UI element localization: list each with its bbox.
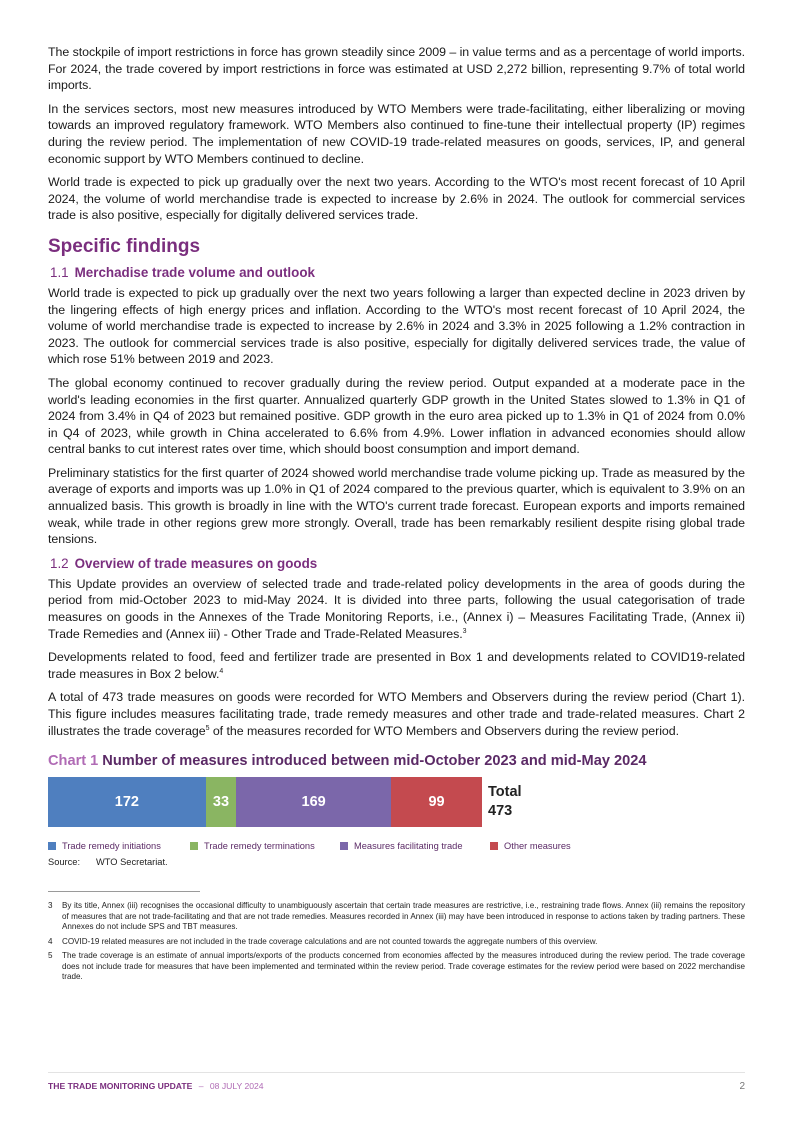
intro-paragraph: The stockpile of import restrictions in force has grown steadily since 2009 – in value terms and as a percentage of world imports. For 2024, the trade covered by import restrictions in force was estimated at USD 2,272 billion, representing 9.7% of total world imports. xyxy=(48,45,745,93)
paragraph-text: A total of 473 trade measures on goods were recorded for WTO Members and Observers during the review period (Chart 1). This figure includes measures facilitating trade, trade remedy measures and other trade and trade-related measures. Chart 2 illustrates the trade coverage xyxy=(48,690,745,738)
subsection-heading-1-1 xyxy=(50,264,745,281)
bar-segment xyxy=(391,777,482,827)
footer-left xyxy=(48,1081,264,1092)
legend-swatch xyxy=(340,842,348,850)
page-content xyxy=(48,44,745,987)
footnote-number: 3 xyxy=(48,901,53,911)
total-value: 473 xyxy=(488,803,513,820)
footnote-number: 5 xyxy=(48,951,53,961)
legend-item xyxy=(190,841,340,851)
source-text: WTO Secretariat. xyxy=(96,857,168,868)
legend-swatch xyxy=(48,842,56,850)
bar-segment-label: 169 xyxy=(301,794,326,811)
section-heading: Specific findings xyxy=(48,235,201,257)
footnote xyxy=(48,951,745,983)
footnote xyxy=(48,901,745,933)
footer-separator: – xyxy=(198,1081,204,1091)
bar-segment-label: 99 xyxy=(428,794,445,811)
chart-bar-row xyxy=(48,777,745,827)
intro-paragraph: In the services sectors, most new measures introduced by WTO Members were trade-facilitating, either liberalizing or moving towards an improved regulatory framework. WTO Members also continued to fine-tune their intellectual property (IP) regimes during the review period. The implementation of new COVID-19 trade-related measures on goods, services, IP, and general economic support by WTO Members continued to decline. xyxy=(48,101,745,166)
body-paragraph: World trade is expected to pick up gradually over the next two years following a larger than expected decline in 2023 driven by the lingering effects of high energy prices and inflation. According to the WTO's most recent forecast of 10 April 2024, the volume of world merchandise trade is expected to increase by 2.6% in 2024 and 3.3% in 2025 following a 1.2% contraction in 2023. The outlook for commercial services trade is also positive, especially for digitally delivered services trade, the value of which rose 51% between 2019 and 2023. xyxy=(48,285,745,367)
chart-title xyxy=(48,753,745,769)
paragraph-text: of the measures recorded for WTO Members and Observers during the review period. xyxy=(209,723,679,738)
stacked-bar xyxy=(48,777,482,827)
legend-swatch xyxy=(190,842,198,850)
legend-label: Trade remedy initiations xyxy=(62,841,161,852)
footnote xyxy=(48,937,745,948)
subsection-number: 1.2 xyxy=(50,555,69,571)
chart-label: Chart 1 xyxy=(48,753,99,770)
subsection-number: 1.1 xyxy=(50,264,69,280)
bar-segment xyxy=(206,777,236,827)
footnote-text: The trade coverage is an estimate of annual imports/exports of the products concerned from economies affected by the measures introduced during the review period. The trade coverage does not include trade for measures that have been implemented and terminated within the review period. Trade coverage estimates for the review period were based on 2022 merchandise trade. xyxy=(62,951,745,982)
footnote-ref: 5 xyxy=(205,724,210,732)
body-paragraph xyxy=(48,576,745,642)
body-paragraph xyxy=(48,689,745,739)
legend-label: Trade remedy terminations xyxy=(204,841,315,852)
body-paragraph: Preliminary statistics for the first quarter of 2024 showed world merchandise trade volume picking up. Trade as measured by the average of exports and imports was up 1.0% in Q1 of 2024 compared to the previous quarter, which is equivalent to 3.9% on an annualized basis. This growth is broadly in line with the WTO's current trade forecast. European exports and imports remained weak, while trade in other regions grew more strongly. Overall, trade has been remarkably resilient despite rising global trade tensions. xyxy=(48,465,745,547)
footnote-ref: 4 xyxy=(219,667,224,675)
legend-label: Other measures xyxy=(504,841,571,852)
chart-total xyxy=(488,783,522,821)
legend-swatch xyxy=(490,842,498,850)
footer-title: THE TRADE MONITORING UPDATE xyxy=(48,1081,193,1091)
body-paragraph xyxy=(48,649,745,682)
page-number: 2 xyxy=(739,1081,745,1092)
legend-item xyxy=(48,841,190,851)
legend-item xyxy=(340,841,490,851)
subsection-title: Overview of trade measures on goods xyxy=(74,555,318,571)
chart-1 xyxy=(48,753,745,867)
footnote-ref: 3 xyxy=(462,627,467,635)
bar-segment xyxy=(236,777,391,827)
legend-item xyxy=(490,841,610,851)
footnote-text: COVID-19 related measures are not included in the trade coverage calculations and are not counted towards the aggregate numbers of this overview. xyxy=(62,936,598,946)
footnote-number: 4 xyxy=(48,936,53,946)
paragraph-text: This Update provides an overview of selected trade and trade-related policy developments in the area of goods during the period from mid-October 2023 to mid-May 2024. It is divided into three parts, following the usual categorisation of trade measures on goods in the Annexes of the Trade Monitoring Reports, i.e., (Annex i) – Measures Facilitating Trade, (Annex ii) Trade Remedies and (Annex iii) - Other Trade and Trade-Related Measures. xyxy=(48,576,745,641)
chart-title-text: Number of measures introduced between mid-October 2023 and mid-May 2024 xyxy=(102,753,647,770)
footnote-text: By its title, Annex (iii) recognises the occasional difficulty to unambiguously ascertain that certain trade measures are restrictive, i.e., restraining trade flows. Annex (iii) remains the repository of measures that are not trade-facilitating and that are not trade remedies. Measures recorded in Annex (iii) may have been introduced in response to actions taken by trading partners. These Annexes do not include SPS and TBT measures. xyxy=(62,901,745,932)
bar-segment xyxy=(48,777,206,827)
subsection-heading-1-2 xyxy=(50,555,745,572)
subsection-title: Merchadise trade volume and outlook xyxy=(74,264,315,280)
paragraph-text: Developments related to food, feed and fertilizer trade are presented in Box 1 and developments related to COVID19-related trade measures in Box 2 below. xyxy=(48,650,745,681)
legend-label: Measures facilitating trade xyxy=(354,841,463,852)
footnotes xyxy=(48,901,745,983)
footnote-divider xyxy=(48,891,200,892)
source-label: Source: xyxy=(48,857,81,868)
chart-legend xyxy=(48,841,745,851)
footer-date: 08 JULY 2024 xyxy=(209,1081,264,1091)
bar-segment-label: 172 xyxy=(114,794,139,811)
body-paragraph: The global economy continued to recover gradually during the review period. Output expanded at a moderate pace in the world's leading economies in the first quarter. Annualized quarterly GDP growth in the United States slowed to 1.3% in Q1 of 2024 from 3.4% in Q4 of 2023 but remained positive. GDP growth in the euro area picked up to 1.3% in Q1 of 2024 from 0.0% in Q4 of 2023, while growth in China accelerated to 6.6% from 4.9%. Lower inflation in advanced economies should allow central banks to cut interest rates over time, which should boost consumption and import demand. xyxy=(48,375,745,457)
total-label: Total xyxy=(488,784,522,801)
bar-segment-label: 33 xyxy=(212,794,230,811)
chart-source xyxy=(48,857,745,867)
intro-paragraph: World trade is expected to pick up gradually over the next two years. According to the WTO's most recent forecast of 10 April 2024, the volume of world merchandise trade is expected to increase by 2.6% in 2024. The outlook for commercial services trade is also positive, especially for digitally delivered services trade. xyxy=(48,175,745,223)
page-footer xyxy=(48,1072,745,1092)
